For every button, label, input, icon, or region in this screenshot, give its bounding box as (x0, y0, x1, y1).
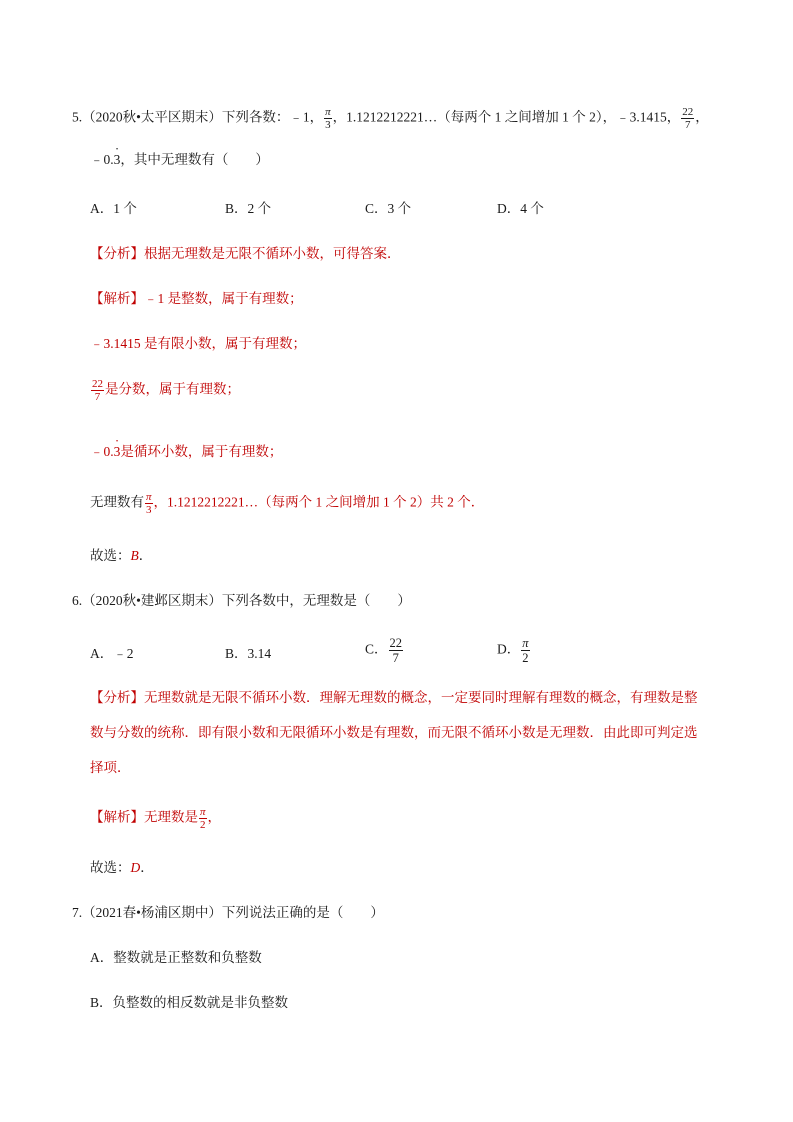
question-source: （2020秋•建邺区期末） (82, 593, 222, 608)
question-source: （2020秋•太平区期末） (82, 109, 222, 125)
fraction-22-over-7: $\frac{22}{7}$ (389, 636, 403, 665)
question-source: （2021春•杨浦区期中） (82, 905, 222, 920)
q6-analysis-line3: 择项． (90, 760, 131, 775)
question-5-stem-line2: ﹣0.3 ·，其中无理数有（ ） (90, 150, 269, 170)
q5-answer: 故选：B． (90, 548, 153, 563)
fraction-pi-over-2: $\frac{\pi}{2}$ (522, 636, 529, 665)
q6-option-c: C． $\frac{22}{7}$ (365, 636, 403, 665)
q5-solution-1: 【解析】﹣1 是整数，属于有理数； (90, 291, 303, 306)
solution-tag: 【解析】 (90, 809, 144, 825)
q6-option-b: B．3.14 (225, 646, 272, 661)
q5-solution-5: 无理数有 $\frac{\pi}{3}$ ，1.1212212221…（每两个 1 之间增加 1 个 2）共 2 个． (90, 491, 485, 516)
q5-solution-3: $\frac{22}{7}$ 是分数，属于有理数； (92, 378, 240, 403)
q6-option-d: D． $\frac{\pi}{2}$ (497, 636, 529, 665)
question-7-stem: 7.（2021春•杨浦区期中）下列说法正确的是（ ） (72, 905, 384, 920)
q6-analysis-line2: 数与分数的统称．即有限小数和无限循环小数是有理数，而无限不循环小数是无理数．由此即可判定选 (90, 725, 698, 740)
fraction-pi-over-3: $\frac{\pi}{3}$ (146, 491, 152, 516)
q5-solution-2: ﹣3.1415 是有限小数，属于有理数； (90, 336, 306, 351)
solution-tag: 【解析】 (90, 291, 144, 306)
q6-analysis-line1: 【分析】无理数就是无限不循环小数．理解无理数的概念，一定要同时理解有理数的概念，有理数是整 (90, 690, 698, 705)
fraction-22-over-7: $\frac{22}{7}$ (682, 106, 694, 131)
q5-option-b: B．2 个 (225, 201, 272, 216)
q6-option-a: A．﹣2 (90, 646, 134, 661)
q6-solution: 【解析】无理数是 $\frac{\pi}{2}$ ， (90, 806, 222, 831)
q5-analysis: 【分析】根据无理数是无限不循环小数，可得答案． (90, 246, 401, 261)
q5-solution-4: ﹣0.3 ·是循环小数，属于有理数； (90, 442, 282, 462)
fraction-pi-over-3: $\frac{\pi}{3}$ (325, 106, 331, 131)
answer-letter: B (130, 548, 139, 563)
question-5-stem: 5.（2020秋•太平区期末）下列各数：﹣1， $\frac{\pi}{3}$ ，1.1212212221…（每两个 1 之间增加 1 个 2），﹣3.1415， $\frac{22}{7}$ ， (72, 106, 709, 131)
fraction-22-over-7: $\frac{22}{7}$ (92, 378, 103, 403)
question-number: 7. (72, 905, 83, 920)
question-number: 6. (72, 593, 83, 608)
analysis-tag: 【分析】 (90, 690, 144, 705)
analysis-tag: 【分析】 (90, 246, 144, 261)
q5-option-c: C．3 个 (365, 201, 412, 216)
q5-option-d: D．4 个 (497, 201, 544, 216)
repeating-digit: 3 · (114, 150, 121, 170)
question-6-stem: 6.（2020秋•建邺区期末）下列各数中，无理数是（ ） (72, 593, 411, 608)
q6-answer: 故选：D． (90, 860, 154, 875)
answer-letter: D (130, 860, 141, 875)
question-number: 5. (72, 109, 83, 125)
q5-option-a: A．1 个 (90, 201, 137, 216)
fraction-pi-over-2: $\frac{\pi}{2}$ (200, 806, 206, 831)
q7-option-b: B．负整数的相反数就是非负整数 (90, 995, 289, 1010)
q7-option-a: A．整数就是正整数和负整数 (90, 950, 262, 965)
